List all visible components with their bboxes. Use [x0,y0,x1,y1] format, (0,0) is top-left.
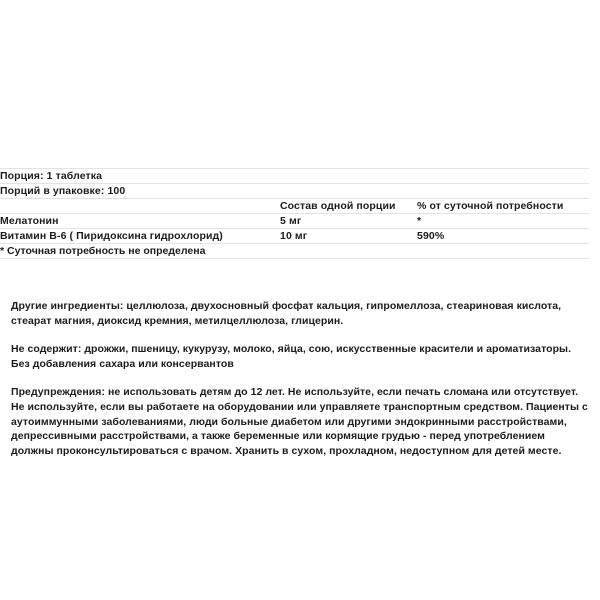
nutrient-name: Витамин B-6 ( Пиридоксина гидрохлорид) [0,230,223,242]
footnote-row [0,244,589,259]
free-from-paragraph: Не содержит: дрожжи, пшеницу, кукурузу, молоко, яйца, сою, искусственные красители и ароматизаторы. Без добавления сахара или консервантов [11,343,572,370]
serving-size-row [0,169,589,184]
table-header-row [0,199,589,214]
nutrient-daily-value: * [417,215,422,227]
column-header-percent-daily-value: % от суточной потребности [417,200,564,212]
nutrient-amount: 10 мг [280,230,308,242]
column-header-amount-per-serving: Состав одной порции [280,200,396,212]
product-details-text [11,299,589,458]
daily-value-footnote: * Суточная потребность не определена [0,245,206,257]
supplement-facts-panel [0,168,589,259]
nutrient-amount: 5 мг [280,215,302,227]
nutrient-name: Мелатонин [0,215,59,227]
column-header-name [0,199,280,214]
supplement-facts-table [0,168,589,259]
serving-size-text: Порция: 1 таблетка [0,170,103,182]
servings-per-container-text: Порций в упаковке: 100 [0,185,126,197]
table-row [0,229,589,244]
table-row [0,214,589,229]
warnings-paragraph: Предупреждения: не использовать детям до 12 лет. Не используйте, если печать сломана или отсутствует. Не используйте, если вы работаете на оборудовании или управляете транспортным средством. Пациенты с аутоиммунными заболеваниями, люди больные диабетом или другими эндокринными расстройствами, депрессивными расстройствами, а также беременные или кормящие грудью - перед употреблением должны проконсультироваться с врачом. Хранить в сухом, прохладном, недоступном для детей месте. [11,386,588,457]
servings-per-container-row [0,184,589,199]
other-ingredients-paragraph: Другие ингредиенты: целлюлоза, двухосновный фосфат кальция, гипромеллоза, стеариновая кислота, стеарат магния, диоксид кремния, метилцеллюлоза, глицерин. [11,300,562,327]
nutrient-daily-value: 590% [417,230,445,242]
